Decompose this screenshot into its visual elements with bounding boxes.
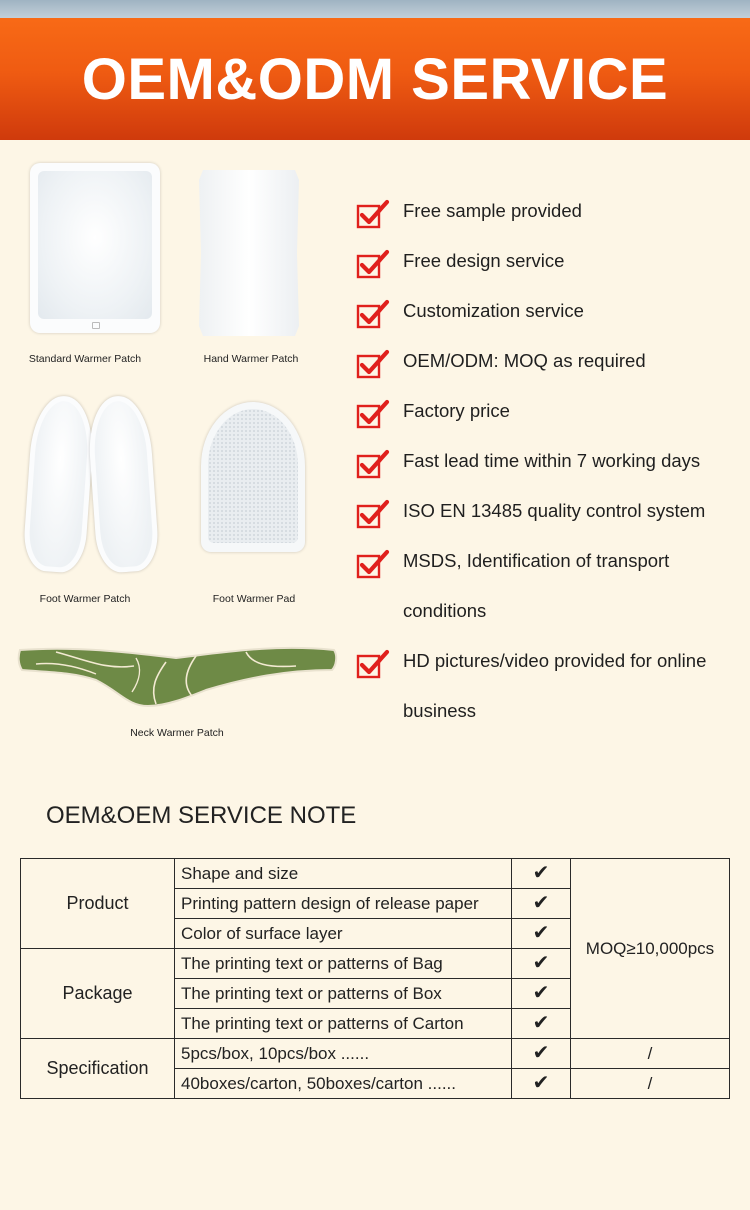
top-background-strip (0, 0, 750, 20)
product-caption: Foot Warmer Patch (39, 593, 131, 605)
item-cell: The printing text or patterns of Box (175, 979, 512, 1009)
table-row (21, 859, 730, 889)
feature-item (356, 186, 746, 236)
feature-text: ISO EN 13485 quality control system (403, 500, 706, 521)
product-hand-warmer-patch (190, 160, 312, 370)
check-icon (356, 549, 390, 579)
feature-text-continued: business (403, 700, 477, 721)
feature-text: Factory price (403, 400, 510, 421)
item-cell: Shape and size (175, 859, 512, 889)
feature-text: Customization service (403, 300, 584, 321)
page-title: OEM&ODM SERVICE (81, 46, 669, 112)
standard-patch-image (30, 163, 160, 333)
feature-text: Fast lead time within 7 working days (403, 450, 701, 471)
item-cell: Color of surface layer (175, 919, 512, 949)
check-icon: ✔ (512, 889, 571, 919)
product-caption: Neck Warmer Patch (130, 727, 224, 739)
item-cell: 40boxes/carton, 50boxes/carton ...... (175, 1069, 512, 1099)
group-cell-package: Package (21, 949, 175, 1039)
right-sole-image (86, 394, 160, 574)
check-icon (356, 649, 390, 679)
item-cell: 5pcs/box, 10pcs/box ...... (175, 1039, 512, 1069)
feature-item (356, 386, 746, 436)
check-icon (356, 349, 390, 379)
check-icon (356, 499, 390, 529)
check-icon (356, 399, 390, 429)
check-icon: ✔ (512, 949, 571, 979)
check-icon: ✔ (512, 1039, 571, 1069)
check-icon (356, 199, 390, 229)
product-foot-warmer-pad (196, 392, 312, 612)
feature-text: MSDS, Identification of transport (403, 550, 670, 571)
product-caption: Hand Warmer Patch (203, 353, 299, 365)
check-icon: ✔ (512, 979, 571, 1009)
feature-text: Free design service (403, 250, 565, 271)
feature-text: OEM/ODM: MOQ as required (403, 350, 646, 371)
feature-item (356, 236, 746, 286)
feature-item (356, 636, 746, 736)
spec-value-cell: / (571, 1069, 730, 1099)
feature-item (356, 286, 746, 336)
feature-item (356, 486, 746, 536)
item-cell: Printing pattern design of release paper (175, 889, 512, 919)
feature-text: Free sample provided (403, 200, 582, 221)
note-title: OEM&OEM SERVICE NOTE (46, 802, 357, 829)
table-row (21, 1039, 730, 1069)
product-foot-warmer-patch (20, 392, 150, 612)
header-banner (0, 18, 750, 140)
spec-value-cell: / (571, 1039, 730, 1069)
product-standard-warmer-patch (18, 160, 152, 370)
group-cell-product: Product (21, 859, 175, 949)
moq-cell: MOQ≥10,000pcs (571, 859, 730, 1039)
feature-list (356, 186, 746, 736)
check-icon (356, 299, 390, 329)
left-sole-image (22, 394, 96, 574)
check-icon: ✔ (512, 859, 571, 889)
product-caption: Standard Warmer Patch (28, 353, 142, 365)
product-neck-warmer-patch (16, 640, 338, 750)
check-icon (356, 249, 390, 279)
check-icon (356, 449, 390, 479)
check-icon: ✔ (512, 1009, 571, 1039)
feature-item (356, 336, 746, 386)
check-icon: ✔ (512, 1069, 571, 1099)
feature-item (356, 536, 746, 636)
product-caption: Foot Warmer Pad (212, 593, 296, 605)
service-note-table (20, 858, 730, 1099)
feature-text-continued: conditions (403, 600, 487, 621)
foot-pad-image (201, 402, 305, 552)
hand-patch-image (199, 170, 299, 336)
neck-patch-image (16, 640, 338, 712)
item-cell: The printing text or patterns of Carton (175, 1009, 512, 1039)
check-icon: ✔ (512, 919, 571, 949)
group-cell-specification: Specification (21, 1039, 175, 1099)
item-cell: The printing text or patterns of Bag (175, 949, 512, 979)
feature-text: HD pictures/video provided for online (403, 650, 707, 671)
feature-item (356, 436, 746, 486)
